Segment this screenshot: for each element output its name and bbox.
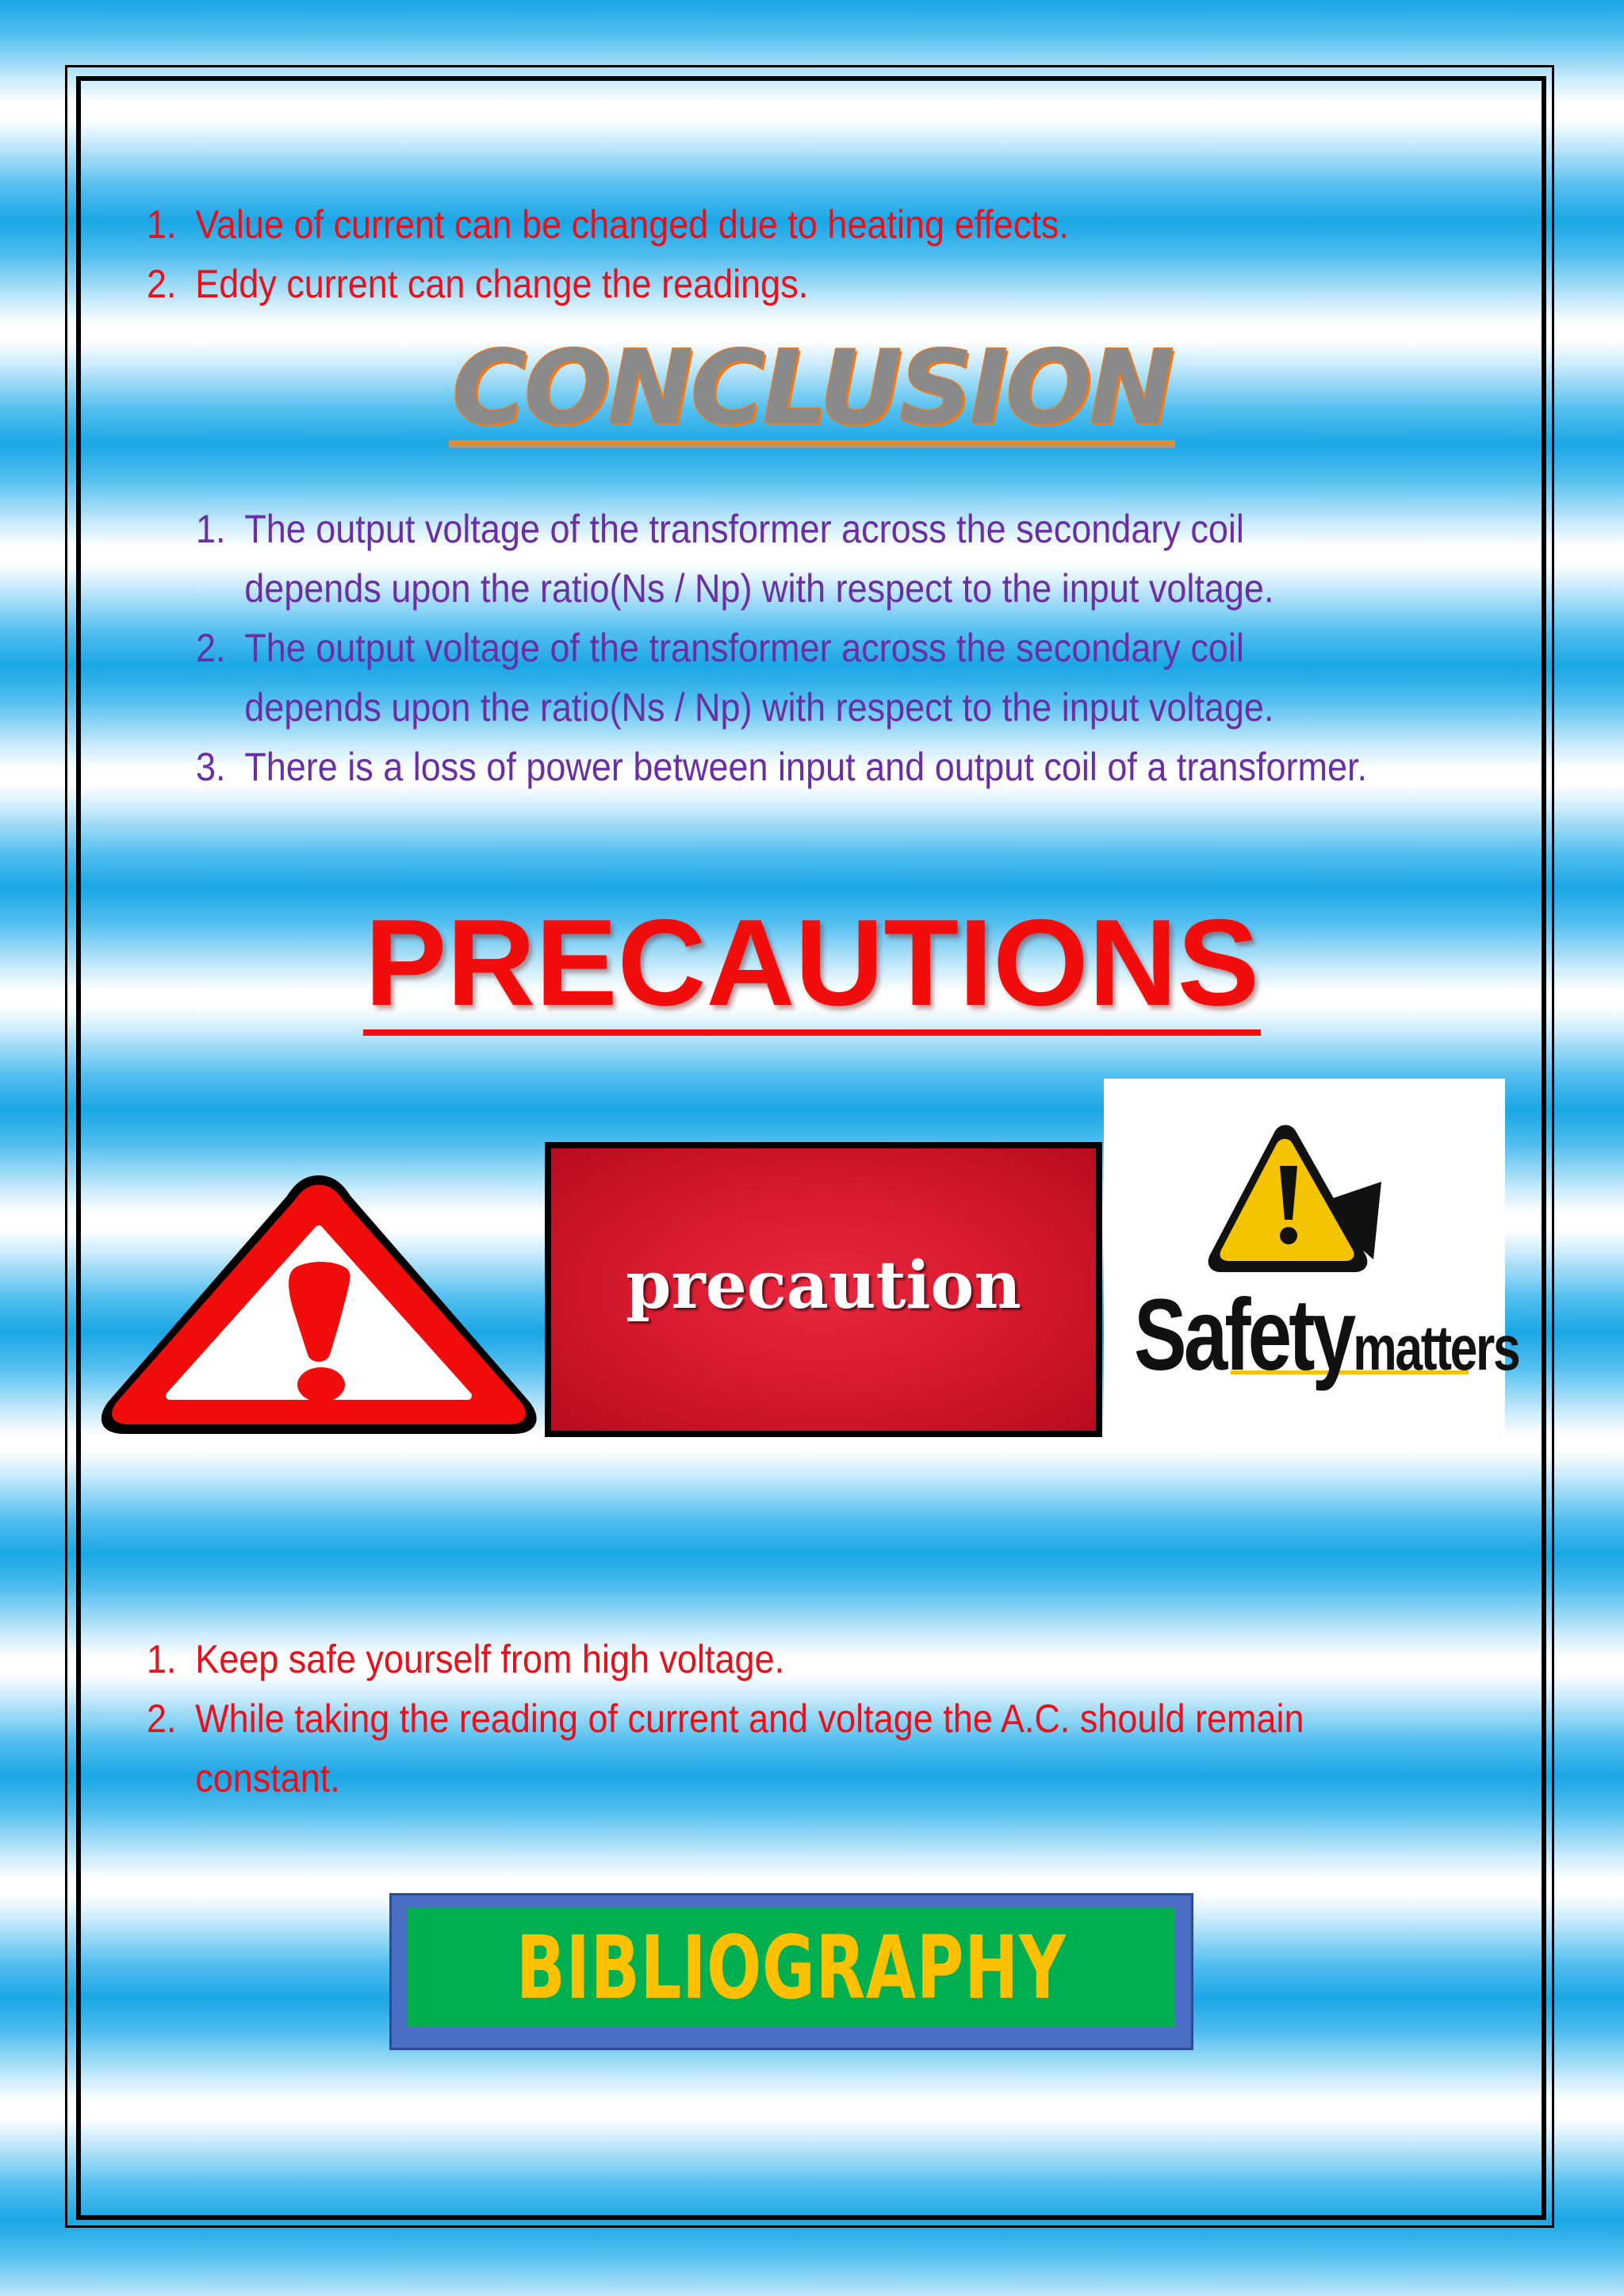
- list-number: 2.: [147, 1696, 177, 1741]
- observations-list: [147, 195, 1069, 314]
- conclusion-heading-text: CONCLUSION: [449, 337, 1175, 445]
- precautions-heading: [0, 892, 1624, 1036]
- list-text-line: depends upon the ratio(Ns / Np) with respect to the input voltage.: [244, 566, 1274, 611]
- list-text: Eddy current can change the readings.: [195, 262, 809, 306]
- list-number: 2.: [196, 626, 226, 670]
- list-text-line: Keep safe yourself from high voltage.: [195, 1637, 785, 1681]
- list-number: 3.: [196, 745, 226, 789]
- safety-word: Safety: [1134, 1278, 1354, 1392]
- list-number: 1.: [147, 1637, 177, 1681]
- list-item: [196, 738, 1367, 797]
- list-text-line: depends upon the ratio(Ns / Np) with respect to the input voltage.: [244, 685, 1274, 730]
- list-text-line: The output voltage of the transformer across the secondary coil: [244, 626, 1244, 670]
- list-number: 2.: [147, 262, 177, 306]
- list-text-line: There is a loss of power between input and output coil of a transformer.: [244, 745, 1367, 789]
- conclusion-heading: [0, 329, 1624, 447]
- conclusion-list: [196, 500, 1367, 797]
- list-text: Value of current can be changed due to heating effects.: [195, 202, 1069, 247]
- safety-matters-text: [1134, 1277, 1519, 1393]
- list-item: [196, 500, 1367, 619]
- precautions-list: [147, 1630, 1304, 1808]
- list-item: [147, 1630, 1304, 1689]
- list-number: 1.: [147, 202, 177, 247]
- list-item: [147, 255, 1069, 314]
- list-text-line: While taking the reading of current and voltage the A.C. should remain: [195, 1696, 1304, 1741]
- safety-matters-logo: [1104, 1079, 1519, 1439]
- precaution-banner-text: precaution: [626, 1248, 1021, 1324]
- warning-triangle-icon: [95, 1164, 543, 1442]
- list-text-line: The output voltage of the transformer across the secondary coil: [244, 507, 1244, 551]
- matters-word: matters: [1353, 1313, 1519, 1383]
- bibliography-label: BIBLIOGRAPHY: [516, 1917, 1067, 2018]
- bibliography-banner: [389, 1893, 1193, 2050]
- precaution-banner: [545, 1142, 1102, 1437]
- list-item: [196, 619, 1367, 738]
- precautions-heading-text: PRECAUTIONS: [363, 899, 1261, 1036]
- list-text-line: constant.: [195, 1756, 340, 1800]
- list-item: [147, 1689, 1304, 1808]
- bibliography-banner-fill: [408, 1908, 1175, 2027]
- list-item: [147, 195, 1069, 255]
- list-number: 1.: [196, 507, 226, 551]
